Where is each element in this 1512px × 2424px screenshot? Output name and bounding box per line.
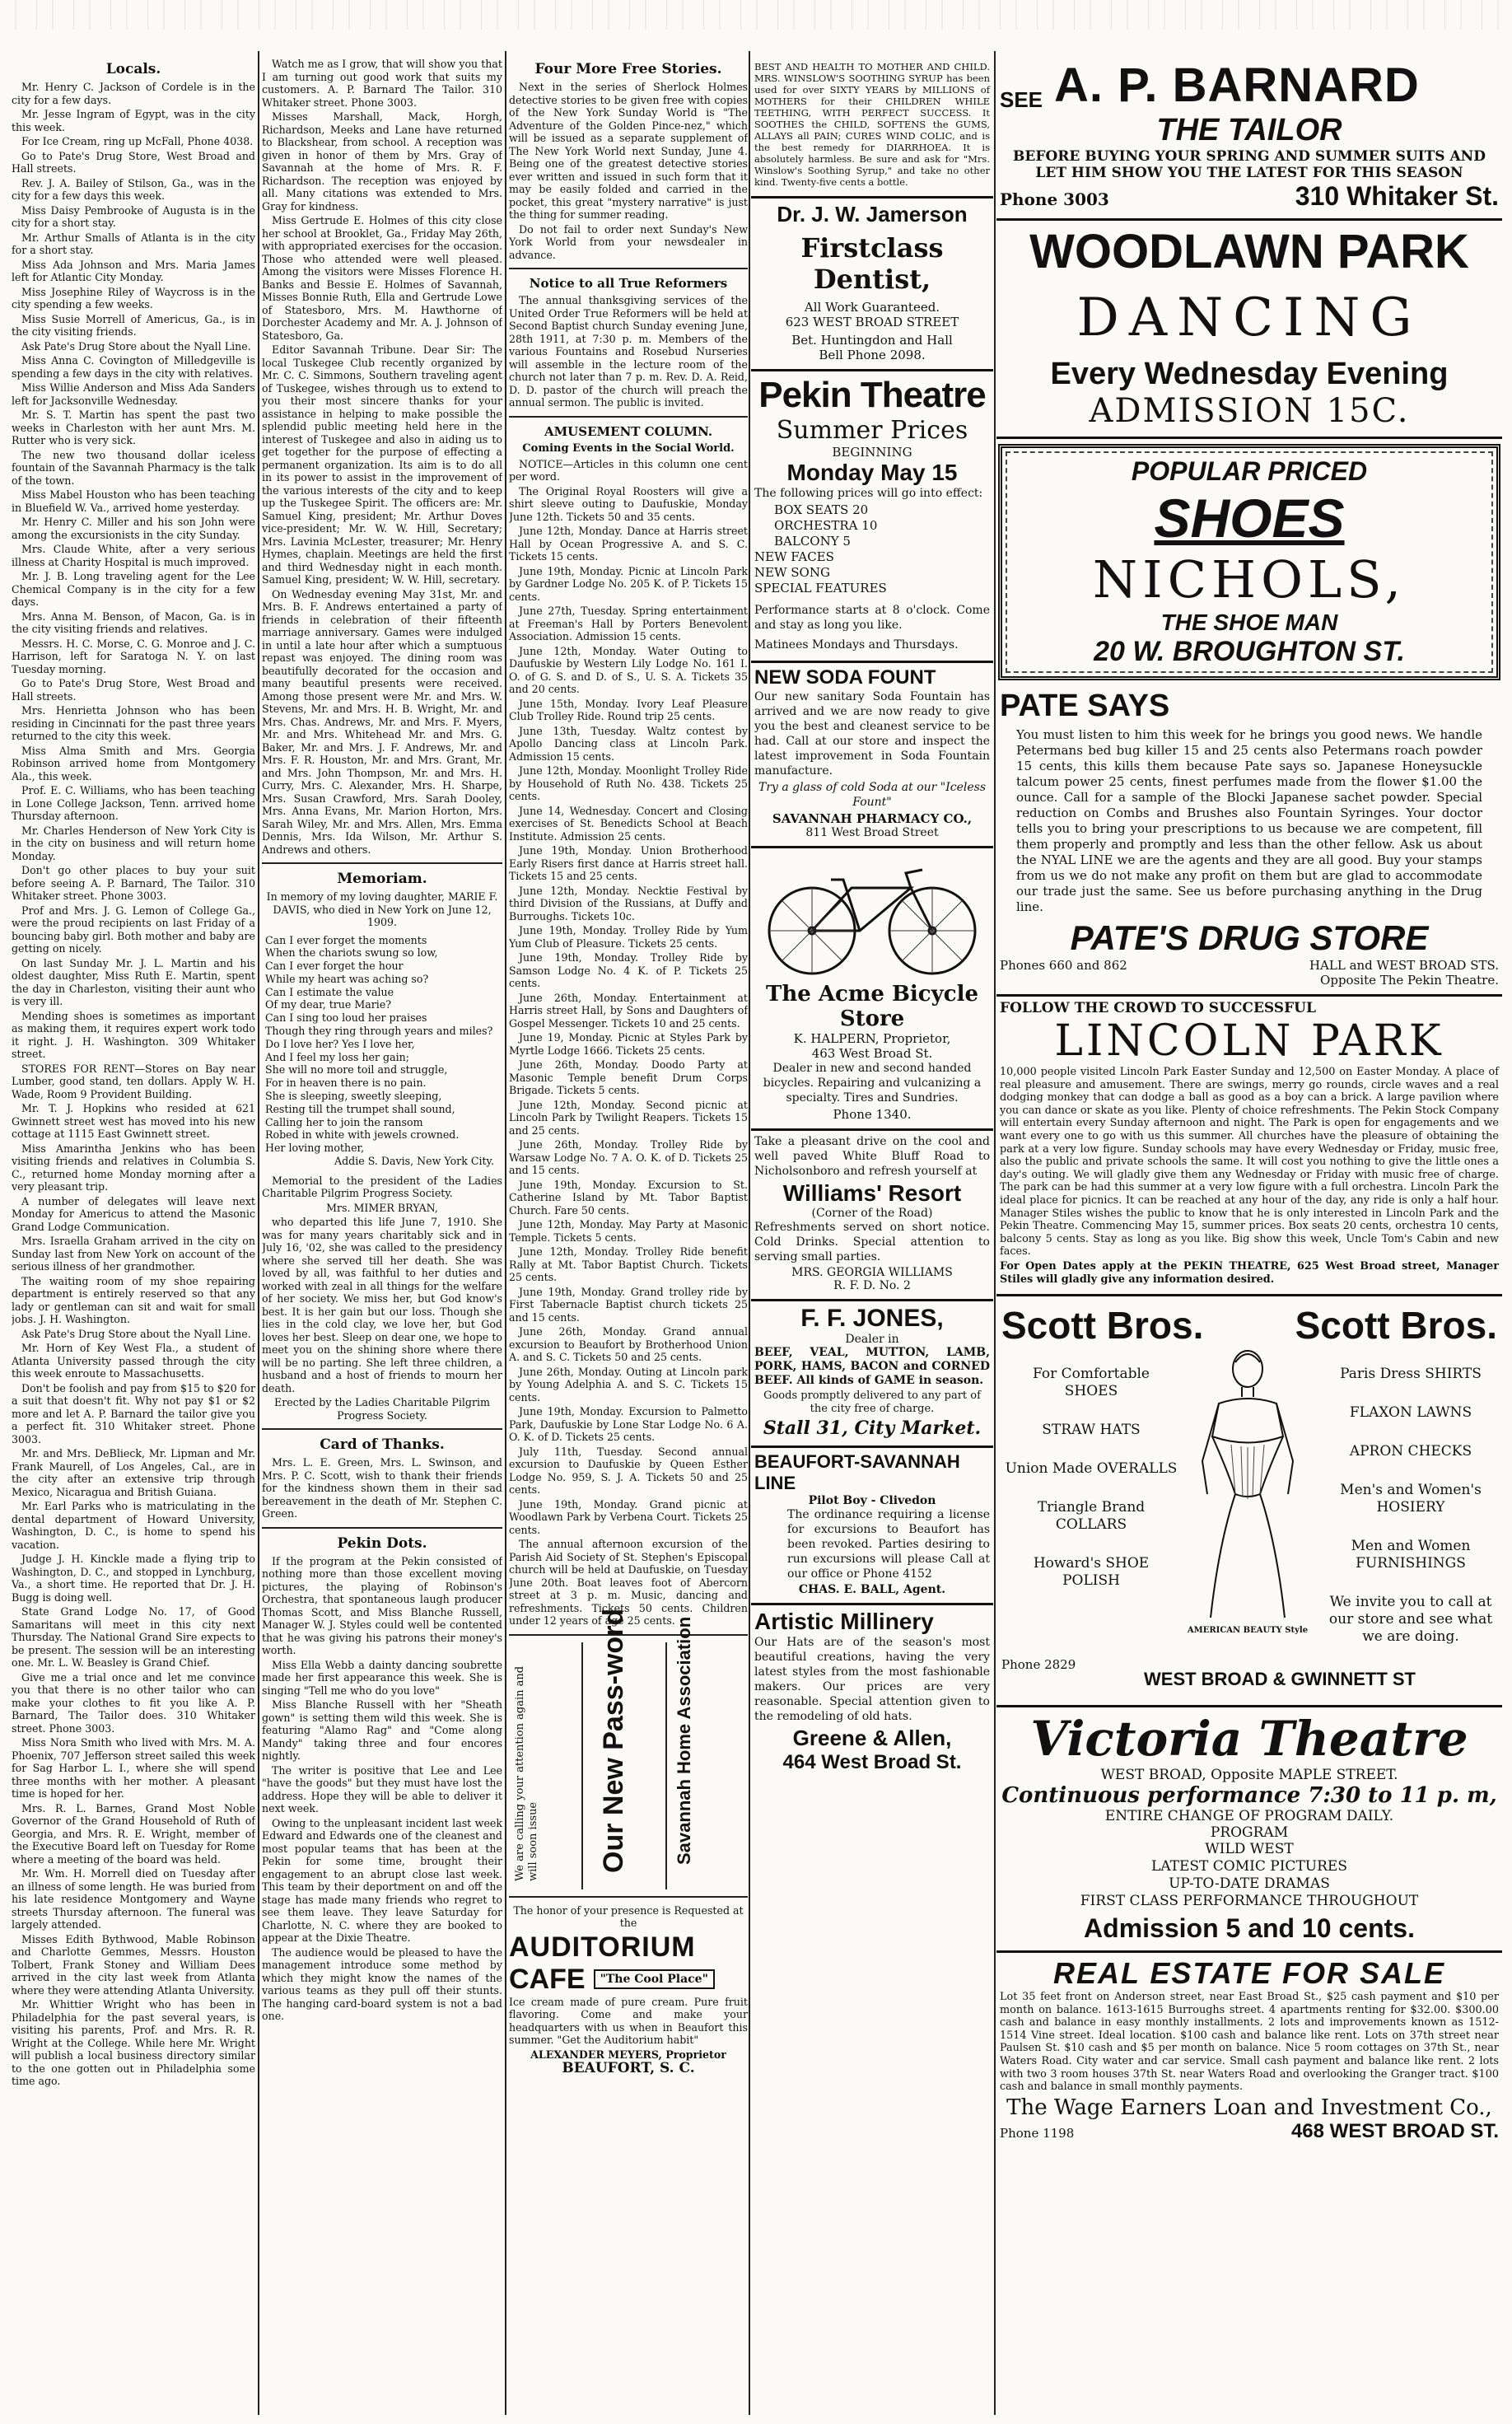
local-item: Mr. Earl Parks who is matriculating in the dental department of Howard University, Washington, D. C., is home to spend his vacation. bbox=[12, 1500, 255, 1551]
soda-fount-try: Try a glass of cold Soda at our "Iceless Fount" bbox=[758, 781, 987, 809]
feature-line: SPECIAL FEATURES bbox=[754, 581, 887, 595]
lincoln-park-ad bbox=[996, 997, 1502, 1296]
poem-line: Though they ring through years and miles? bbox=[265, 1025, 493, 1038]
corset-illustration bbox=[1186, 1346, 1309, 1635]
winslow-text: BEST AND HEALTH TO MOTHER AND CHILD. MRS. WINSLOW'S SOOTHING SYRUP has been used for over SIXTY YEARS by MILLIONS of MOTHERS for their CHILDREN WHILE TEETHING, WITH PERFECT SUCCESS. It SOOTHES the CHILD, SOFTENS the GUMS, ALLAYS all PAIN; CURES WIND COLIC, and is the best remedy for DIARRHOEA. It is absolutely harmless. Be sure and ask for "Mrs. Winslow's Soothing Syrup," and take no other kind. Twenty-five cents a bottle. bbox=[754, 61, 990, 188]
barnard-tailor: THE TAILOR bbox=[1156, 113, 1342, 147]
feature-line: NEW SONG bbox=[754, 565, 830, 580]
local-item: For Ice Cream, ring up McFall, Phone 4038. bbox=[21, 135, 254, 147]
beaufort-line-agent: CHAS. E. BALL, Agent. bbox=[798, 1583, 946, 1596]
beaufort-line-text: The ordinance requiring a license for excursions to Beaufort has been revoked. Parties desiring to run excursions will please Call at our office or Phone 4152 bbox=[787, 1508, 990, 1581]
column-rule bbox=[994, 51, 996, 2415]
local-item: Miss Anna C. Covington of Milledgeville is spending a few days in the city with relatives. bbox=[12, 354, 255, 380]
barnard-text: BEFORE BUYING YOUR SPRING AND SUMMER SUITS AND LET HIM SHOW YOU THE LATEST FOR THIS SEASON bbox=[1013, 148, 1486, 181]
barnard-name: A. P. BARNARD bbox=[1054, 58, 1420, 112]
soda-fount-text: Our new sanitary Soda Fountain has arrived and we are now ready to give you the best and cleanest service to be had. Call at our store and inspect the latest improvement in Soda Fountain manufacture. bbox=[754, 690, 990, 778]
page-top-edge bbox=[0, 0, 1512, 30]
local-item: Mr. Jesse Ingram of Egypt, was in the city this week. bbox=[12, 108, 255, 133]
local-item: Messrs. H. C. Morse, C. G. Monroe and J. C. Harrison, left for Saratoga N. Y. on last Tuesday morning. bbox=[12, 637, 255, 675]
scott-title-left: Scott Bros. bbox=[1001, 1304, 1204, 1347]
local-item: Mr. J. B. Long traveling agent for the Lee Chemical Company is in the city for a few days. bbox=[12, 570, 255, 608]
society-item: Miss Gertrude E. Holmes of this city close her school at Brooklet, Ga., Friday May 26th, with appropriated exercises for the occasion. Those who attended were well pleased. Among the visitors were Misses Florence H. Banks and Bessie E. Holmes of Savannah, Misses Bonnie Ruth, Ella and Gertrude Lowe of Statesboro, Mrs. M. Hawthorne of Dorchester Academy and Mr. A. J. Johnson of Statesboro, Ga. bbox=[262, 214, 502, 342]
resort-text: Refreshments served on short notice. Cold Drinks. Special attention to serving small parties. bbox=[754, 1221, 990, 1263]
local-item: Miss Willie Anderson and Miss Ada Sanders left for Jacksonville Wednesday. bbox=[12, 381, 255, 407]
amusement-item: June 27th, Tuesday. Spring entertainment at Freeman's Hall by Porters Benevolent Association. Admission 15 cents. bbox=[509, 605, 748, 642]
local-item: Miss Josephine Riley of Waycross is in the city spending a few weeks. bbox=[12, 285, 255, 311]
scott-left-list bbox=[1005, 1366, 1178, 1611]
winslow-ad bbox=[751, 58, 993, 198]
local-item: STORES FOR RENT—Stores on Bay near Lumber, good stand, ten dollars. Apply W. H. Wade, Room 9 Provident Building. bbox=[12, 1062, 255, 1100]
barnard-address: 310 Whitaker St. bbox=[1295, 181, 1499, 211]
victoria-change: ENTIRE CHANGE OF PROGRAM DAILY. bbox=[1104, 1808, 1394, 1825]
soda-fount-firm: SAVANNAH PHARMACY CO., bbox=[772, 811, 973, 826]
lincoln-text: 10,000 people visited Lincoln Park Easter Sunday and 12,500 on Easter Monday. A place of real pleasure and amusement. There are swings, merry go rounds, circle waves and a real dodging monkey that can dodge a ball as good as a boy can a brick. A large pavilion where you can dance or skate as you like. Plenty of choice refreshments. The Pekin Stock Company will entertain every Sunday afternoon and night. The Park is open for engagements and we want every one to go with us this summer. All churches have the pleasure of obtaining the park at a very low figure. Sunday schools may have every Wednesday or Friday, music free, also the public and private schools the same. It will cost you nothing to give the little ones a day's outing. We will gladly give them any Wednesday or Friday with music free of charge. The park can be had this summer at a very low figure with a full orchestra. Lincoln Park the ideal place for picnics. It can be reached at any hour of the day, any ride is only a half hour. Manager Stiles wishes the public to know that he is only interested in Lincoln Park and the Pekin Theatre. Commencing May 15, summer prices. Box seats 20 cents, orchestra 10 cents, balcony 5 cents. Stay as long as you like. Big show this week, Uncle Tom's Cabin and new faces. bbox=[1000, 1066, 1499, 1259]
victoria-admission: Admission 5 and 10 cents. bbox=[1084, 1913, 1415, 1944]
society-item: Editor Savannah Tribune. Dear Sir: The local Tuskegee Club recently organized by Mr. C. C. Simmons, Southern traveling agent of Tuskegee, wishes through us to extend to you their most sincere thanks for your assistance in helping to make possible the splendid public meeting held here in the interest of Tuskegee and also in aiding us to get together for the purpose of effecting a permanent organization. Its aim is to do all in its power to assist in the improvement of the various interests of the city and to keep up the Tuskegee Spirit. The officers are: Mr. Samuel King, president; Mr. Arthur Doves vice-president; Mr. W. W. Hill, Secretary; Mrs. Lavinia McLester, treasurer; Mr. Henry Hymes, chaplain. Meetings are held the first and third Wednesday night in each month. Samuel King, president; W. W. Hill, secretary. bbox=[262, 343, 502, 586]
scott-item: Men's and Women's HOSIERY bbox=[1340, 1482, 1482, 1516]
society-item: On Wednesday evening May 31st, Mr. and Mrs. B. F. Andrews entertained a party of friends in celebration of their fifteenth marriage anniversary. Games were indulged in until a late hour after which a sumptuous repast was enjoyed. The dining room was beautifully decorated for the occasion and many beautiful presents were received. Among those present were Mr. and Mrs. W. Stevens, Mr. and Mrs. H. B. Wright, Mr. and Mrs. Chas. Andrews, Mr. and Mrs. F. Myers, Mr. and Mrs. Whitehead Mr. and Mrs. G. Baker, Mr. and Mrs. J. F. Andrews, Mr. and Mrs. F. R. Houston, Mr. and Mrs. Grant, Mr. and Mrs. John Thompson, Mr. and Mrs. H. Curry, Mrs. C. Alexander, Mrs. H. Sharpe, Mrs. Susan Crawford, Mrs. Sarah Dooley, Mrs. Anna Evans, Mr. Marion Horton, Mrs. Sarah Wiley, Mr. and Mrs. Allen, Mrs. Emma Dennis, Mrs. Ida Wilson, Mr. Arthur S. Andrews and others. bbox=[262, 587, 502, 856]
real-estate-text: Lot 35 feet front on Anderson street, near East Broad St., $25 cash payment and $10 per month on balance. 1613-1615 Burroughs street. 4 apartments renting for $32.00. $300.00 cash and balance in easy monthly installments. 2 lots and improvements known as 1512-1514 Vine street. Ideal location. $100 cash and balance like rent. Lots on 37th street near Paulsen St. $10 cash and $5 per month on balance. Nice 5 room cottages on 37th St., near Waters Road. City water and car service. Small cash payment and balance like rent. 2 lots with two 3 room houses 37th St. near Waters Road and overlooking the Granger tract. $100 cash and balance in small monthly payments. bbox=[1000, 1991, 1499, 2094]
society-column bbox=[262, 58, 502, 2413]
amusement-notice: NOTICE—Articles in this column one cent per word. bbox=[509, 457, 748, 483]
local-item: Mr. Horn of Key West Fla., a student of Atlanta University passed through the city this week enroute to Massachusetts. bbox=[12, 1342, 255, 1380]
lincoln-dates: For Open Dates apply at the PEKIN THEATRE, 625 West Broad street, Manager Stiles will gladly give any information desired. bbox=[1000, 1259, 1499, 1286]
amusement-item: The annual afternoon excursion of the Parish Aid Society of St. Stephen's Episcopal church will be held at Daufuskie, on Tuesday June 20th. Boat leaves foot of Abercorn street at 3 p. m. Music, dancing and refreshments. Tickets 50 cents. Children under 12 years of age 25 cents. bbox=[509, 1538, 748, 1627]
column-rule bbox=[505, 51, 506, 2415]
auditorium-place: BEAUFORT, S. C. bbox=[562, 2060, 695, 2076]
divider bbox=[262, 862, 502, 864]
local-item: Mr. Henry C. Jackson of Cordele is in the city for a few days. bbox=[12, 81, 255, 106]
memoriam-heading: Memoriam. bbox=[337, 871, 427, 887]
scott-item: STRAW HATS bbox=[1042, 1422, 1141, 1439]
poem-line: Robed in white with jewels crowned. bbox=[265, 1128, 460, 1142]
local-item: Mr. Whittier Wright who has been in Philadelphia for the past several years, is visiting his parents, Prof. and Mrs. R. R. Wright at the College. While here Mr. Wright will publish a local business directory similar to the one gotten out in Philadelphia some time ago. bbox=[12, 1998, 255, 2087]
resort-owner: MRS. GEORGIA WILLIAMS bbox=[791, 1266, 953, 1279]
real-estate-ad bbox=[996, 1953, 1502, 2146]
local-item: Mrs. Anna M. Benson, of Macon, Ga. is in the city visiting friends and relatives. bbox=[12, 610, 255, 635]
memorial-text: who departed this life June 7, 1910. She was for many years charitably sick and in July 16, '02, she was called to the presidency where she served till her death. She was loved by all, was faithful to her duties and worked with zeal in all things for the welfare of her society. We miss her, but God know's best. It is her gain but our loss. Though she lies in the cold clay, we love her, but God loves her best. Sleep on dear one, we hope to meet you on the shining shore where there will be no parting. She left three children, a husband and a host of friends to mourn her death. bbox=[262, 1216, 502, 1394]
woodlawn-dancing: DANCING bbox=[1076, 287, 1422, 348]
victoria-item: WILD WEST bbox=[1205, 1841, 1294, 1858]
real-estate-title: REAL ESTATE FOR SALE bbox=[1052, 1956, 1446, 1991]
victoria-continuous: Continuous performance 7:30 to 11 p. m, bbox=[1001, 1783, 1497, 1809]
pekin-theatre-features bbox=[754, 549, 990, 596]
local-item: A number of delegates will leave next Monday for Americus to attend the Masonic Grand Lodge Communication. bbox=[12, 1194, 255, 1233]
pekin-dot-item: Miss Ella Webb a dainty dancing soubrette made her first appearance this week. She is singing "Tell me who do you love" bbox=[262, 1658, 502, 1697]
pekin-theatre-ad bbox=[751, 371, 993, 663]
local-item: On last Sunday Mr. J. L. Martin and his oldest daughter, Miss Ruth E. Martin, spent the day in Charleston, visiting their aunt who is very ill. bbox=[12, 956, 255, 1007]
poem-line: Can I ever forget the moments bbox=[265, 933, 427, 946]
williams-resort-ad bbox=[751, 1131, 993, 1301]
amusement-item: June 26th, Monday. Outing at Lincoln park by Young Adelphia A. and S. C. Tickets 15 cents. bbox=[509, 1365, 748, 1403]
local-item: Mrs. Henrietta Johnson who has been residing in Cincinnati for the past three years returned to the city this week. bbox=[12, 704, 255, 742]
amusement-item: June 26th, Monday. Trolley Ride by Warsaw Lodge No. 7 A. O. K. of D. Tickets 25 and 15 cents. bbox=[509, 1138, 748, 1176]
society-notes bbox=[262, 58, 502, 856]
amusement-item: June 12th, Monday. Water Outing to Daufuskie by Western Lily Lodge No. 161 I. O. of G. S. and D. of S., U. S. A. Tickets 35 and 20 cents. bbox=[509, 644, 748, 695]
scott-item: APRON CHECKS bbox=[1349, 1443, 1472, 1460]
price-line: BOX SEATS 20 bbox=[774, 502, 869, 517]
auditorium-tagline: "The Cool Place" bbox=[594, 1969, 715, 1989]
locals-column bbox=[12, 58, 255, 2413]
local-item: Go to Pate's Drug Store, West Broad and Hall streets. bbox=[12, 149, 255, 175]
poem-line: Can I ever forget the hour bbox=[265, 960, 404, 973]
memorial-heading: Memorial to the president of the Ladies Charitable Pilgrim Progress Society. bbox=[262, 1174, 502, 1200]
jones-goods: BEEF, VEAL, MUTTON, LAMB, PORK, HAMS, BACON and CORNED BEEF. All kinds of GAME in season. bbox=[754, 1346, 990, 1387]
locals-heading: Locals. bbox=[105, 61, 161, 77]
amusement-item: The Original Royal Roosters will give a shirt sleeve outing to Daufuskie, Monday June 12th. Tickets 50 and 35 cents. bbox=[509, 484, 748, 523]
dentist-address: 623 WEST BROAD STREET bbox=[785, 315, 959, 329]
scott-item: For Comfortable SHOES bbox=[1033, 1366, 1150, 1400]
pate-phones: Phones 660 and 862 bbox=[1000, 958, 1127, 973]
nichols-address: 20 W. BROUGHTON ST. bbox=[1094, 636, 1405, 667]
victoria-item: LATEST COMIC PICTURES bbox=[1151, 1858, 1347, 1875]
pekin-dot-item: The audience would be pleased to have the management introduce some method by which they might know the names of the various teams as they pull off their stunts. The hanging card-board system is not a bad one. bbox=[262, 1945, 502, 2023]
barnard-footer bbox=[1000, 181, 1499, 212]
amusement-item: June 12th, Monday. Dance at Harris street Hall by Ocean Progressive A. and S. C. Tickets 15 cents. bbox=[509, 525, 748, 563]
barnard-phone: Phone 3003 bbox=[1000, 189, 1109, 209]
pate-says: PATE SAYS bbox=[1000, 689, 1170, 723]
local-item: Miss Amarintha Jenkins who has been visiting friends and relatives in Columbia S. C., returned home Monday morning after a very pleasant trip. bbox=[12, 1142, 255, 1193]
victoria-address: WEST BROAD, Opposite MAPLE STREET. bbox=[1100, 1767, 1398, 1784]
poem-line: Calling her to join the ransom bbox=[265, 1115, 423, 1128]
local-item: Mending shoes is sometimes as important as making them, it requires expert work todo it right. J. H. Washington. 309 Whitaker street. bbox=[12, 1009, 255, 1060]
local-item: Misses Edith Bythwood, Mable Robinson and Charlotte Gemmes, Messrs. Houston Tolbert, Frank Stoney and William Dees arrived in the city last week from Atlanta where they were attending Atlanta University. bbox=[12, 1932, 255, 1997]
lincoln-title: LINCOLN PARK bbox=[1054, 1016, 1444, 1066]
memoriam-intro: In memory of my loving daughter, MARIE F. DAVIS, who died in New York on June 12, 1909. bbox=[266, 890, 498, 928]
millinery-text: Our Hats are of the season's most beautiful creations, having the very latest styles from the most fashionable makers. Our prices are very reasonable. Special attention given to the remodeling of old hats. bbox=[754, 1636, 990, 1723]
nichols-shoeman: THE SHOE MAN bbox=[1160, 610, 1338, 635]
dentist-name: Dr. J. W. Jamerson bbox=[777, 202, 968, 227]
poem-line: Of my dear, true Marie? bbox=[265, 998, 392, 1011]
acme-phone: Phone 1340. bbox=[833, 1107, 912, 1122]
amusement-item: June 12th, Monday. Moonlight Trolley Ride by Household of Ruth No. 438. Tickets 25 cents. bbox=[509, 764, 748, 802]
corset-figure-icon bbox=[1186, 1346, 1309, 1626]
amusement-item: June 12th, Monday. Second picnic at Lincoln Park by Twilight Reapers. Tickets 15 and 25 cents. bbox=[509, 1098, 748, 1137]
amusement-item: June 13th, Tuesday. Waltz contest by Apollo Dancing class at Lincoln Park. Admission 15 cents. bbox=[509, 724, 748, 763]
acme-address: 463 West Broad St. bbox=[811, 1046, 933, 1061]
divider bbox=[581, 1642, 583, 1889]
acme-bicycle-ad bbox=[751, 848, 993, 1131]
amusement-column bbox=[509, 58, 748, 2413]
soda-fount-title: NEW SODA FOUNT bbox=[754, 666, 936, 689]
victoria-program: PROGRAM bbox=[1210, 1824, 1289, 1842]
memoriam-signature: Addie S. Davis, New York City. bbox=[334, 1155, 494, 1168]
stories-text: Next in the series of Sherlock Holmes detective stories to be given free with copies of the New York Sunday World is "The Adventure of the Golden Pince-nez," which will be issued as a separate supplement of The New York World next Sunday, June 4. Being one of the greatest detective stories ever written and issued in such form that it may be easily folded and carried in the pocket, this great "mystery narrative" is just the thing for summer reading. bbox=[509, 81, 748, 221]
poem-line: And I feel my loss her gain; bbox=[265, 1050, 409, 1063]
locals-list bbox=[12, 81, 255, 2088]
reformers-text: The annual thanksgiving services of the United Order True Reformers will be held at Second Baptist church Sunday evening June, 28th 1911, at 7:30 p. m. Members of the various Fountains and Rosebud Nurseries will assemble in the lecture room of the church not later than 7 p. m. Rev. D. A. Reid, D. D. pastor of the church will preach the annual sermon. The public is invited. bbox=[509, 294, 748, 409]
scott-item: Union Made OVERALLS bbox=[1005, 1460, 1178, 1478]
pekin-theatre-performance: Performance starts at 8 o'clock. Come and stay as long you like. bbox=[754, 604, 990, 632]
real-estate-footer bbox=[1000, 2120, 1499, 2143]
pate-text: You must listen to him this week for he brings you good news. We handle Petermans bed bug killer 15 and 25 cents also Petermans roach powder 15 cents, this kills them because Pate says so. Japanese Honeysuckle talcum power 25 cents, finest perfumes made from the flower $1.00 the ounce. Call for a sample of the Blocki Japanese sachet powder. Special reduction on Combs and Brushes also Fountain Syringes. Your doctor tells you to bring your prescriptions to us because we are competent, fill them properly and promptly and less than the other fellow. Ask us about the NYAL LINE we are the agents and they are all good. Buy your stamps from us we do not make any profit on them but are glad to accommodate our trade just the same. See us before purchasing anything in the Drug line. bbox=[1016, 727, 1482, 914]
bicycle-icon bbox=[761, 855, 983, 978]
pekin-dot-item: Miss Blanche Russell with her "Sheath gown" is setting them wild this week. She is featuring "Alamo Rag" and "Come along Mandy" taking three and four encores nightly. bbox=[262, 1698, 502, 1763]
beaufort-line-boats: Pilot Boy - Clivedon bbox=[808, 1494, 936, 1507]
price-line: BALCONY 5 bbox=[774, 534, 851, 549]
dentist-title: Firstclass Dentist, bbox=[800, 232, 944, 295]
pekin-dots-list bbox=[262, 1555, 502, 2023]
scott-phone: Phone 2829 bbox=[1001, 1657, 1076, 1673]
acme-title: The Acme Bicycle Store bbox=[766, 982, 978, 1031]
stories-heading: Four More Free Stories. bbox=[534, 61, 722, 77]
amusement-item: June 26th, Monday. Doodo Party at Masonic Temple benefit Drum Corps Brigade. Tickets 5 cents. bbox=[509, 1058, 748, 1096]
divider bbox=[509, 268, 748, 269]
pate-footer bbox=[1000, 958, 1499, 973]
poem-line: Resting till the trumpet shall sound, bbox=[265, 1102, 455, 1115]
pekin-dot-item: Owing to the unpleasant incident last week Edward and Edwards one of the cleanest and most popular teams that has been at the Pekin for some time, brought their engagement to an abrupt close last week. This team by their deportment on and off the stage has made many friends who regret to see them leave. They leave Saturday for Charlotte, N. C. where they are booked to appear at the Dixie Theatre. bbox=[262, 1816, 502, 1945]
amusement-item: June 19th, Monday. Excursion to Palmetto Park, Daufuskie by Lone Star Lodge No. 6 A. O. K. of D. Tickets 25 cents. bbox=[509, 1405, 748, 1443]
local-item: Give me a trial once and let me convince you that there is no other tailor who can make your clothes to fit you like A. P. Barnard, The Tailor does. 310 Whitaker street. Phone 3003. bbox=[12, 1670, 255, 1735]
local-item: State Grand Lodge No. 17, of Good Samaritans will meet in this city next Thursday. The National Grand Sire expects to be present. The session will be an interesting one. Mr. L. W. Beasley is Grand Chief. bbox=[12, 1605, 255, 1669]
price-line: ORCHESTRA 10 bbox=[774, 518, 878, 533]
local-item: Miss Susie Morrell of Americus, Ga., is in the city visiting friends. bbox=[12, 312, 255, 338]
pekin-theatre-beginning: BEGINNING bbox=[832, 445, 912, 460]
local-item: Judge J. H. Kinckle made a flying trip to Washington, D. C., and stopped in Lynchburg, Va., a short time. He reported that Dr. J. H. Bugg is doing well. bbox=[12, 1553, 255, 1604]
amusement-item: June 19th, Monday. Trolley Ride by Yum Yum Club of Pleasure. Tickets 25 cents. bbox=[509, 924, 748, 950]
password-ad bbox=[509, 1608, 748, 1889]
scott-right-list bbox=[1324, 1366, 1497, 1667]
nichols-popular: POPULAR PRICED bbox=[1131, 456, 1368, 486]
local-item: Prof and Mrs. J. G. Lemon of College Ga., were the proud recipients on last Friday of a bouncing baby girl. Both mother and baby are getting on nicely. bbox=[12, 904, 255, 955]
victoria-title: Victoria Theatre bbox=[1030, 1711, 1468, 1768]
local-item: Don't be foolish and pay from $15 to $20 for a suit that doesn't fit. Why not pay $1 or $2 more and let A. P. Barnard the tailor give you a perfect fit. 310 Whitaker street. Phone 3003. bbox=[12, 1381, 255, 1446]
column-rule bbox=[258, 51, 259, 2415]
divider bbox=[509, 416, 748, 418]
poem-line: Can I sing too loud her praises bbox=[265, 1011, 427, 1025]
woodlawn-every: Every Wednesday Evening bbox=[1050, 357, 1449, 391]
local-item: Go to Pate's Drug Store, West Broad and Hall streets. bbox=[12, 677, 255, 703]
amusement-item: June 26th, Monday. Entertainment at Harris street Hall, by Sons and Daughters of Gospel Messenger. Tickets 10 and 25 cents. bbox=[509, 991, 748, 1030]
dentist-ad bbox=[751, 198, 993, 371]
local-item: Mrs. R. L. Barnes, Grand Most Noble Governor of the Grand Household of Ruth of Georgia, and Mrs. R. E. Wright, member of the Executive Board left on Tuesday for Rome where a meeting of the board was held. bbox=[12, 1801, 255, 1866]
society-item: Misses Marshall, Mack, Horgh, Richardson, Meeks and Lane have returned to Blackshear, from school. A reception was given in honor of them by Mrs. Gray of Savannah at the home of Mrs. R. F. Richardson. The reception was enjoyed by all. Many citations was extended to Mrs. Gray for kindness. bbox=[262, 110, 502, 213]
amusement-item: June 26th, Monday. Grand annual excursion to Beaufort by Brotherhood Union A. and S. C. Tickets 50 and 25 cents. bbox=[509, 1325, 748, 1363]
divider bbox=[665, 1642, 667, 1889]
local-item: Mr. Arthur Smalls of Atlanta is in the city for a short stay. bbox=[12, 231, 255, 256]
acme-text: Dealer in new and second handed bicycles. Repairing and vulcanizing a specialty. Tires and Sundries. bbox=[763, 1062, 982, 1105]
local-item: Don't go other places to buy your suit before seeing A. P. Barnard, The Tailor. 310 Whitaker street. Phone 3003. bbox=[12, 864, 255, 902]
dentist-guarantee: All Work Guaranteed. bbox=[804, 300, 940, 315]
local-item: Miss Ada Johnson and Mrs. Maria James left for Atlantic City Monday. bbox=[12, 258, 255, 283]
amusement-item: July 11th, Tuesday. Second annual excursion to Daufuskie by Queen Esther Lodge No. 959, S. J. A. Tickets 50 and 25 cents. bbox=[509, 1445, 748, 1496]
millinery-title: Artistic Millinery bbox=[754, 1609, 934, 1634]
auditorium-proprietor: ALEXANDER MEYERS, Proprietor bbox=[530, 2048, 726, 2061]
local-item: Miss Mabel Houston who has been teaching in Bluefield W. Va., arrived home yesterday. bbox=[12, 488, 255, 514]
acme-proprietor: K. HALPERN, Proprietor, bbox=[793, 1031, 951, 1046]
victoria-items bbox=[1000, 1841, 1499, 1910]
auditorium-name: AUDITORIUM bbox=[509, 1931, 696, 1963]
divider bbox=[262, 1428, 502, 1430]
soda-fount-ad bbox=[751, 663, 993, 848]
scott-item: Howard's SHOE POLISH bbox=[1033, 1555, 1150, 1590]
scott-item: Paris Dress SHIRTS bbox=[1340, 1366, 1482, 1383]
memoriam-poem bbox=[265, 934, 502, 1156]
victoria-item: FIRST CLASS PERFORMANCE THROUGHOUT bbox=[1080, 1893, 1419, 1910]
scott-item: FLAXON LAWNS bbox=[1349, 1404, 1472, 1422]
amusement-heading: AMUSEMENT COLUMN. bbox=[544, 423, 713, 439]
column-rule bbox=[749, 51, 750, 2415]
local-item: Mrs. Claude White, after a very serious illness at Charity Hospital is much improved. bbox=[12, 543, 255, 568]
dentist-phone: Bell Phone 2098. bbox=[819, 348, 926, 362]
society-item: Watch me as I grow, that will show you that I am turning out good work that suits my customers. A. P. Barnard The Tailor. 310 Whitaker street. Phone 3003. bbox=[262, 58, 502, 109]
memorial-signature: Erected by the Ladies Charitable Pilgrim Progress Society. bbox=[274, 1396, 490, 1422]
pate-store: PATE'S DRUG STORE bbox=[1070, 918, 1429, 957]
local-item: Mr. Henry C. Miller and his son John were among the excursionists in the city Sunday. bbox=[12, 516, 255, 541]
amusement-item: June 19th, Monday. Trolley Ride by Samson Lodge No. 4 K. of P. Tickets 25 cents. bbox=[509, 951, 748, 989]
jones-name: F. F. JONES, bbox=[800, 1305, 944, 1332]
poem-line: Can I estimate the value bbox=[265, 985, 394, 998]
local-item: The new two thousand dollar iceless fountain of the Savannah Pharmacy is the talk of the town. bbox=[12, 448, 255, 487]
lincoln-follow: FOLLOW THE CROWD TO SUCCESSFUL bbox=[1000, 1000, 1316, 1016]
pekin-theatre-matinees: Matinees Mondays and Thursdays. bbox=[754, 638, 959, 652]
woodlawn-title: WOODLAWN PARK bbox=[1029, 225, 1469, 278]
memorial-name: Mrs. MIMER BRYAN, bbox=[326, 1201, 438, 1214]
local-item: Mrs. Israella Graham arrived in the city on Sunday last from New York on account of the serious illness of her grandmother. bbox=[12, 1235, 255, 1273]
local-item: Ask Pate's Drug Store about the Nyall Line. bbox=[21, 339, 251, 353]
amusement-item: June 14, Wednesday. Concert and Closing exercises of St. Benedicts School at Beach Institute. Admission 25 cents. bbox=[509, 804, 748, 843]
local-item: Ask Pate's Drug Store about the Nyall Line. bbox=[21, 1327, 251, 1340]
woodlawn-admission: ADMISSION 15C. bbox=[1089, 392, 1410, 430]
pekin-dot-item: The writer is positive that Lee and Lee "have the goods" but they must have lost the address. Hope they will be able to deliver it next week. bbox=[262, 1763, 502, 1815]
amusement-item: June 19th, Monday. Grand picnic at Woodlawn Park by Verbena Court. Tickets 25 cents. bbox=[509, 1497, 748, 1536]
local-item: Miss Daisy Pembrooke of Augusta is in the city for a short stay. bbox=[12, 203, 255, 229]
amusement-list bbox=[509, 485, 748, 1628]
password-ad-title: Our New Pass-word bbox=[598, 1608, 629, 1873]
local-item: Mr. S. T. Martin has spent the past two weeks in Charleston with her aunt Mrs. M. Rutter who is very sick. bbox=[12, 409, 255, 446]
poem-line: She is sleeping, sweetly sleeping, bbox=[265, 1090, 442, 1103]
scott-item: Men and Women FURNISHINGS bbox=[1351, 1538, 1471, 1572]
poem-line: She will no more toil and struggle, bbox=[265, 1063, 448, 1077]
nichols-shoes: SHOES bbox=[1154, 488, 1345, 549]
barnard-ad bbox=[996, 58, 1502, 221]
poem-line: Do I love her? Yes I love her, bbox=[265, 1037, 415, 1050]
local-item: Rev. J. A. Bailey of Stilson, Ga., was in the city for a few days this week. bbox=[12, 176, 255, 202]
poem-line: Her loving mother, bbox=[265, 1142, 365, 1155]
pekin-theatre-intro: The following prices will go into effect: bbox=[754, 487, 983, 500]
jones-delivery: Goods promptly delivered to any part of the city free of charge. bbox=[763, 1389, 981, 1415]
amusement-item: June 19, Monday. Picnic at Styles Park by Myrtle Lodge 1666. Tickets 25 cents. bbox=[509, 1031, 748, 1057]
victoria-item: UP-TO-DATE DRAMAS bbox=[1169, 1875, 1330, 1893]
beaufort-line-title: BEAUFORT-SAVANNAH LINE bbox=[754, 1451, 960, 1493]
pekin-theatre-date: Monday May 15 bbox=[786, 460, 958, 485]
soda-fount-address: 811 West Broad Street bbox=[805, 826, 939, 839]
feature-line: NEW FACES bbox=[754, 549, 834, 564]
nichols-name: NICHOLS, bbox=[1092, 549, 1407, 610]
real-estate-address: 468 WEST BROAD ST. bbox=[1290, 2119, 1499, 2142]
millinery-firm: Greene & Allen, bbox=[792, 1726, 952, 1750]
amusement-item: June 19th, Monday. Picnic at Lincoln Park by Gardner Lodge No. 205 K. of P. Tickets 15 cents. bbox=[509, 564, 748, 603]
amusement-item: June 12th, Monday. May Party at Masonic Temple. Tickets 5 cents. bbox=[509, 1218, 748, 1244]
ads-column-small bbox=[751, 58, 993, 2413]
pekin-theatre-prices bbox=[774, 502, 990, 549]
nichols-ad bbox=[998, 444, 1500, 680]
jones-stall: Stall 31, City Market. bbox=[763, 1418, 982, 1439]
pekin-dots-heading: Pekin Dots. bbox=[337, 1534, 427, 1552]
amusement-item: June 19th, Monday. Excursion to St. Catherine Island by Mt. Tabor Baptist Church. Fare 50 cents. bbox=[509, 1178, 748, 1217]
auditorium-cafe-row bbox=[509, 1964, 748, 1996]
amusement-item: June 15th, Monday. Ivory Leaf Pleasure Club Trolley Ride. Round trip 25 cents. bbox=[509, 697, 748, 722]
auditorium-cafe: CAFE bbox=[509, 1963, 586, 1995]
real-estate-phone: Phone 1198 bbox=[1000, 2125, 1075, 2141]
local-item: The waiting room of my shoe repairing department is entirely reserved so that any lady or gentleman can sit and wait for small jobs. J. H. Washington. bbox=[12, 1274, 255, 1325]
resort-corner: (Corner of the Road) bbox=[811, 1207, 933, 1220]
scott-title-right: Scott Bros. bbox=[1295, 1304, 1497, 1347]
pate-opposite: Opposite The Pekin Theatre. bbox=[1320, 973, 1499, 988]
amusement-item: June 19th, Monday. Grand trolley ride by First Tabernacle Baptist church tickets 25 and 15 cents. bbox=[509, 1285, 748, 1324]
auditorium-intro: The honor of your presence is Requested at the bbox=[513, 1903, 744, 1929]
poem-line: For in heaven there is no pain. bbox=[265, 1077, 427, 1090]
woodlawn-ad bbox=[996, 221, 1502, 439]
auditorium-text: Ice cream made of pure cream. Pure fruit flavoring. Come and make your headquarters with us when in Beaufort this summer. "Get the Auditorium habit" bbox=[509, 1995, 748, 2046]
thanks-text: Mrs. L. E. Green, Mrs. L. Swinson, and Mrs. P. C. Scott, wish to thank their friends for the kindness shown them in their sad bereavement in the death of Mr. Stephen C. Green. bbox=[262, 1456, 502, 1520]
resort-name: Williams' Resort bbox=[782, 1180, 962, 1206]
local-item: Mr. Wm. H. Morrell died on Tuesday after an illness of some length. He was buried from his late residence Montgomery and Wayne streets Thursday afternoon. The funeral was largely attended. bbox=[12, 1867, 255, 1931]
amusement-item: June 12th, Monday. Necktie Festival by third Division of the Russians, at Duffy and Burroughs. Tickets 10c. bbox=[509, 884, 748, 922]
poem-line: While my heart was aching so? bbox=[265, 972, 429, 985]
beaufort-line-ad bbox=[751, 1448, 993, 1605]
pate-address: HALL and WEST BROAD STS. bbox=[1309, 958, 1499, 973]
local-item: Prof. E. C. Williams, who has been teaching in Lone College Jackson, Tenn. arrived home Thursday afternoon. bbox=[12, 784, 255, 822]
barnard-see: SEE bbox=[1000, 87, 1043, 112]
local-item: Mr. and Mrs. DeBlieck, Mr. Lipman and Mr. Frank Maurell, of Los Angeles, Cal., are in the city after an extensive trip through Mexico, Nicaragua and British Guiana. bbox=[12, 1447, 255, 1498]
amusement-item: June 12th, Monday. Trolley Ride benefit Rally at Mt. Tabor Baptist Church. Tickets 25 cents. bbox=[509, 1245, 748, 1283]
corset-caption: AMERICAN BEAUTY Style bbox=[1187, 1626, 1309, 1636]
local-item: Miss Alma Smith and Mrs. Georgia Robinson arrived home from Montgomery Ala., this week. bbox=[12, 744, 255, 782]
jones-dealer: Dealer in bbox=[845, 1333, 899, 1346]
resort-intro: Take a pleasant drive on the cool and well paved White Bluff Road to Nicholsonboro and refresh yourself at bbox=[754, 1135, 990, 1178]
local-item: Mr. T. J. Hopkins who resided at 621 Gwinnett street west has moved into his new cottage at 1115 East Gwinnett street. bbox=[12, 1102, 255, 1140]
divider bbox=[262, 1527, 502, 1529]
barnard-header bbox=[1000, 58, 1499, 113]
amusement-subheading: Coming Events in the Social World. bbox=[522, 441, 735, 455]
reformers-heading: Notice to all True Reformers bbox=[529, 276, 728, 291]
amusement-item: June 19th, Monday. Union Brotherhood Early Risers first dance at Harris street hall. Tickets 15 and 25 cents. bbox=[509, 844, 748, 882]
pekin-dot-item: If the program at the Pekin consisted of nothing more than those excellent moving pictures, the playing of Robinson's Orchestra, that spontaneous laugh producer Thomas Scott, and Miss Blanche Russell, Manager W. J. Styles could well be contented that he was giving his patrons their money's worth. bbox=[262, 1554, 502, 1657]
pate-ad bbox=[996, 685, 1502, 997]
resort-rfd: R. F. D. No. 2 bbox=[833, 1279, 911, 1292]
password-ad-left: We are calling your attention again and will soon issue bbox=[514, 1665, 539, 1881]
pekin-theatre-title: Pekin Theatre bbox=[758, 375, 986, 415]
divider bbox=[509, 1896, 748, 1898]
thanks-heading: Card of Thanks. bbox=[320, 1436, 445, 1454]
stories-text-2: Do not fail to order next Sunday's New York World from your newsdealer in advance. bbox=[509, 222, 748, 261]
local-item: Mr. Charles Henderson of New York City is in the city on business and will return home Monday. bbox=[12, 824, 255, 862]
ads-column-wide bbox=[996, 58, 1502, 2413]
scott-item: Triangle Brand COLLARS bbox=[1037, 1499, 1146, 1534]
jones-ad bbox=[751, 1301, 993, 1448]
local-item: Miss Nora Smith who lived with Mrs. M. A. Phoenix, 707 Jefferson street sailed this week for Sag Harbor L. I., where she will spend three months with her mother. A pleasant time is hoped for her. bbox=[12, 1736, 255, 1800]
poem-line: When the chariots swung so low, bbox=[265, 946, 438, 960]
millinery-ad bbox=[751, 1605, 993, 1777]
real-estate-firm: The Wage Earners Loan and Investment Co., bbox=[1006, 2095, 1492, 2120]
password-ad-org: Savannah Home Association bbox=[674, 1616, 694, 1865]
dentist-location: Bet. Huntingdon and Hall bbox=[791, 333, 953, 348]
pekin-theatre-subtitle: Summer Prices bbox=[776, 416, 968, 445]
scott-bros-ad bbox=[996, 1296, 1502, 1707]
scott-item: We invite you to call at our store and see what we are doing. bbox=[1328, 1594, 1493, 1646]
millinery-address: 464 West Broad St. bbox=[782, 1751, 962, 1773]
victoria-ad bbox=[996, 1707, 1502, 1953]
scott-address: WEST BROAD & GWINNETT ST bbox=[1144, 1669, 1416, 1690]
